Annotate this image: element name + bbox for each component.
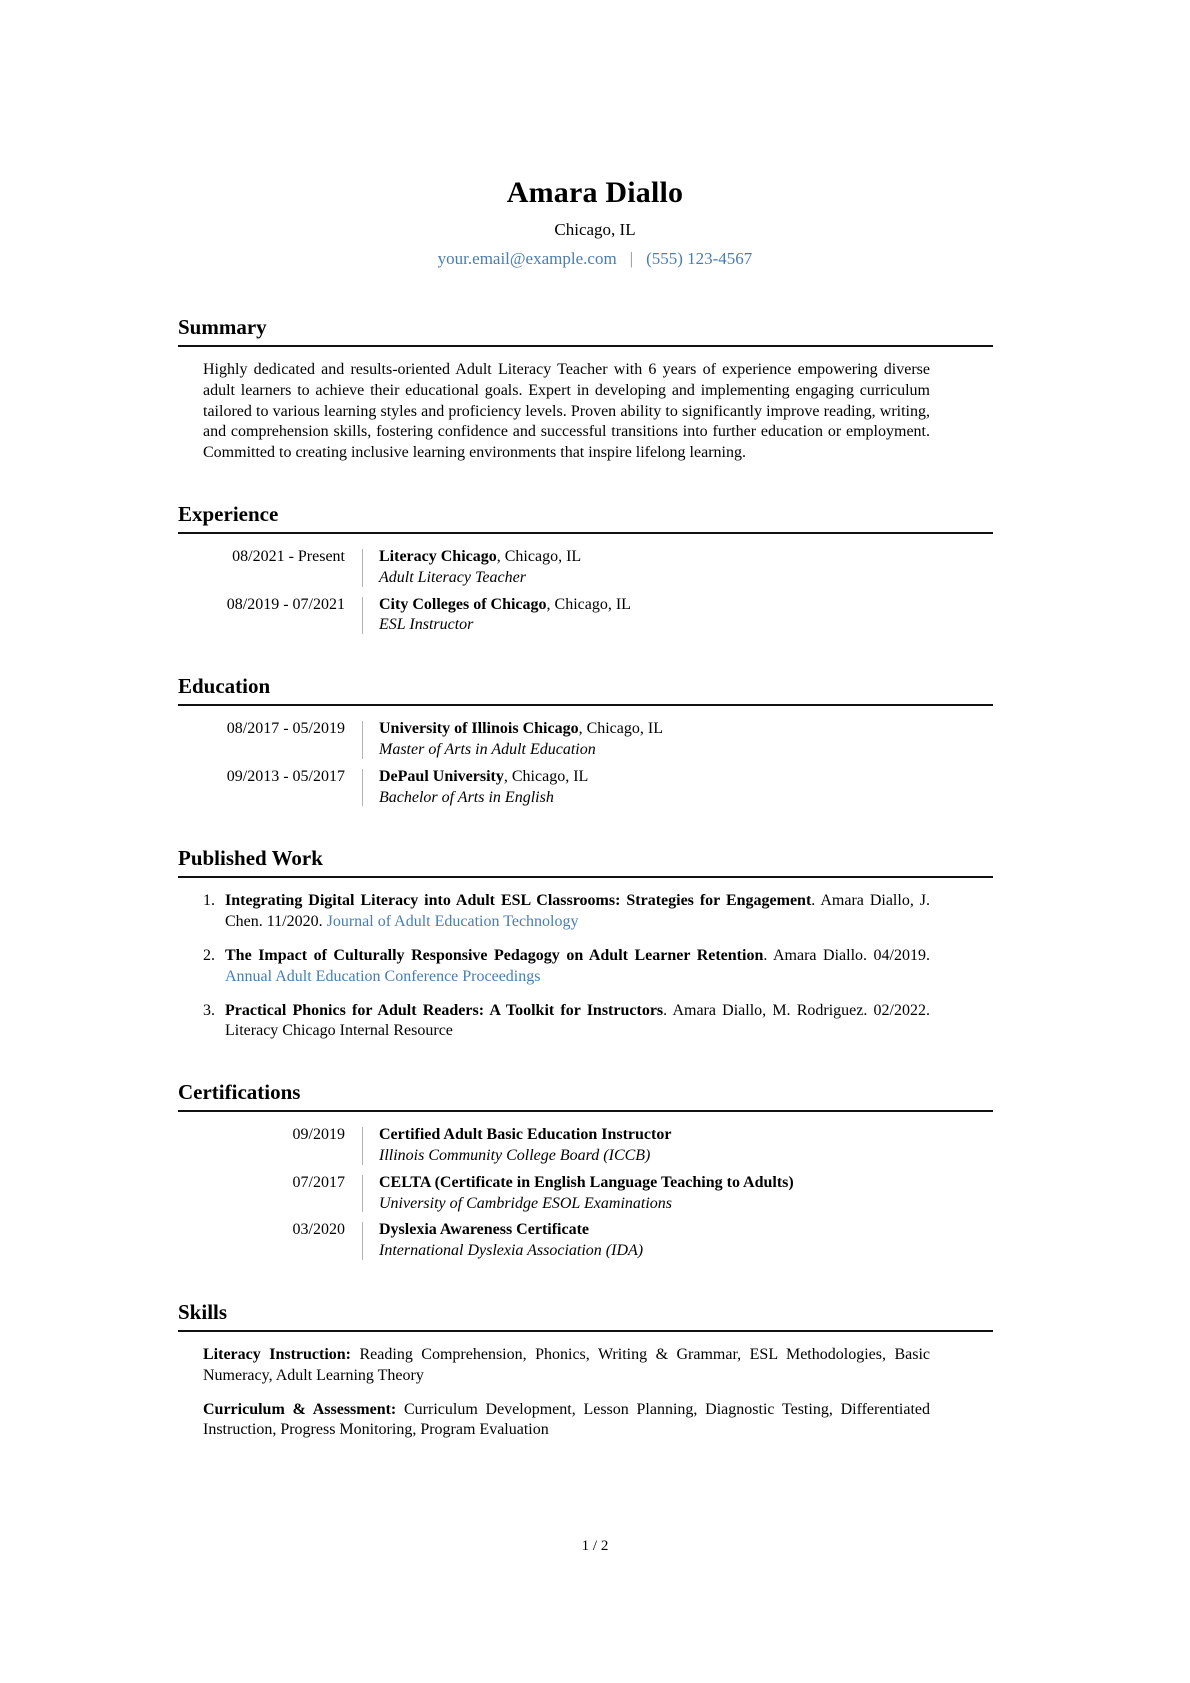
entry-dates: 08/2019 - 07/2021 (226, 595, 345, 613)
publication-item (203, 891, 930, 933)
education-title: Education (178, 674, 993, 706)
entry-content (379, 595, 930, 637)
contact-line (0, 249, 1190, 269)
experience-entry (203, 595, 930, 637)
institution-location: , Chicago, IL (578, 720, 663, 738)
skill-group-label: Literacy Instruction: (203, 1345, 352, 1363)
publication-venue-link[interactable]: Journal of Adult Education Technology (326, 913, 579, 931)
entry-dates: 03/2020 (292, 1221, 345, 1239)
entry-dates: 07/2017 (292, 1173, 345, 1191)
publication-title: Practical Phonics for Adult Readers: A Toolkit for Instructors (225, 1001, 664, 1019)
contact-separator: | (629, 249, 634, 268)
role-title: Adult Literacy Teacher (379, 568, 526, 586)
institution-name: DePaul University (379, 767, 504, 785)
organization-location: , Chicago, IL (546, 595, 631, 613)
email-link[interactable]: your.email@example.com (437, 249, 617, 268)
phone-link[interactable]: (555) 123-4567 (646, 249, 753, 268)
organization-name: City Colleges of Chicago (379, 595, 547, 613)
institution-name: University of Illinois Chicago (379, 720, 579, 738)
publication-title: The Impact of Culturally Responsive Pedagogy on Adult Learner Retention (225, 946, 764, 964)
publication-number: 1. (203, 892, 215, 910)
entry-content (379, 1220, 930, 1262)
publication-meta: . Amara Diallo, M. Rodriguez. 02/2022. (663, 1001, 931, 1019)
section-summary (178, 315, 993, 464)
publication-meta: . Amara Diallo. 04/2019. (763, 946, 930, 964)
certification-issuer: Illinois Community College Board (ICCB) (379, 1146, 651, 1164)
publication-title: Integrating Digital Literacy into Adult ESL Classrooms: Strategies for Engagement (225, 892, 812, 910)
certification-entry (203, 1125, 930, 1167)
summary-text: Highly dedicated and results-oriented Adult Literacy Teacher with 6 years of experience empowering diverse adult learners to achieve their educational goals. Expert in developing and implementing engaging curriculum tailored to various learning styles and proficiency levels. Proven ability to significantly improve reading, writing, and comprehension skills, fostering confidence and successful transitions into further education or employment. Committed to creating inclusive learning environments that inspire lifelong learning. (203, 361, 930, 462)
skill-group (203, 1400, 930, 1442)
entry-dates: 09/2019 (292, 1126, 345, 1144)
publication-meta: . Amara Diallo, J. Chen. 11/2020. (225, 892, 931, 931)
entry-dates: 08/2017 - 05/2019 (226, 720, 345, 738)
entry-content (379, 719, 930, 761)
publication-text (225, 891, 930, 933)
certification-name: Dyslexia Awareness Certificate (379, 1221, 590, 1239)
skill-group-text: Curriculum Development, Lesson Planning, Diagnostic Testing, Differentiated Instruction, Progress Monitoring, Program Evaluation (203, 1400, 931, 1439)
publication-item (203, 1001, 930, 1043)
entry-divider (362, 1127, 363, 1165)
entry-content (379, 1173, 930, 1215)
entry-divider (362, 549, 363, 587)
degree-title: Master of Arts in Adult Education (379, 740, 596, 758)
education-entry (203, 719, 930, 761)
degree-title: Bachelor of Arts in English (379, 788, 554, 806)
certification-entry (203, 1220, 930, 1262)
person-name: Amara Diallo (506, 176, 684, 209)
certification-name: Certified Adult Basic Education Instructor (379, 1126, 672, 1144)
entry-dates: 08/2021 - Present (232, 547, 345, 565)
publication-number: 2. (203, 946, 215, 964)
section-education (178, 674, 993, 808)
summary-title: Summary (178, 315, 993, 347)
skill-group-label: Curriculum & Assessment: (203, 1400, 397, 1418)
experience-title: Experience (178, 502, 993, 534)
publication-venue-link[interactable]: Annual Adult Education Conference Proceedings (225, 967, 541, 985)
certification-entry (203, 1173, 930, 1215)
experience-entry (203, 547, 930, 589)
publication-number: 3. (203, 1001, 215, 1019)
entry-content (379, 547, 930, 589)
publication-text (225, 1001, 930, 1043)
publication-item (203, 946, 930, 988)
entry-divider (362, 597, 363, 635)
organization-location: , Chicago, IL (496, 547, 582, 565)
entry-divider (362, 1222, 363, 1260)
section-skills (178, 1300, 993, 1441)
resume-content (178, 315, 993, 1441)
entry-dates: 09/2013 - 05/2017 (226, 767, 345, 785)
organization-name: Literacy Chicago (379, 547, 497, 565)
role-title: ESL Instructor (379, 616, 474, 634)
publication-text (225, 946, 930, 988)
section-published-work (178, 846, 993, 1042)
certification-issuer: University of Cambridge ESOL Examinations (379, 1194, 673, 1212)
section-experience (178, 502, 993, 636)
resume-header (0, 0, 1190, 269)
certification-issuer: International Dyslexia Association (IDA) (379, 1242, 644, 1260)
entry-divider (362, 769, 363, 807)
institution-location: , Chicago, IL (503, 767, 589, 785)
page-number: 1 / 2 (581, 1538, 609, 1554)
education-entry (203, 767, 930, 809)
entry-divider (362, 721, 363, 759)
entry-divider (362, 1175, 363, 1213)
publication-venue: Literacy Chicago Internal Resource (225, 1022, 453, 1040)
skills-title: Skills (178, 1300, 993, 1332)
person-location: Chicago, IL (554, 220, 636, 239)
skill-group (203, 1345, 930, 1387)
entry-content (379, 767, 930, 809)
entry-content (379, 1125, 930, 1167)
published-work-title: Published Work (178, 846, 993, 878)
certification-name: CELTA (Certificate in English Language Teaching to Adults) (379, 1173, 794, 1191)
section-certifications (178, 1080, 993, 1262)
certifications-title: Certifications (178, 1080, 993, 1112)
skill-group-text: Reading Comprehension, Phonics, Writing & Grammar, ESL Methodologies, Basic Numeracy, Adult Learning Theory (203, 1345, 930, 1384)
